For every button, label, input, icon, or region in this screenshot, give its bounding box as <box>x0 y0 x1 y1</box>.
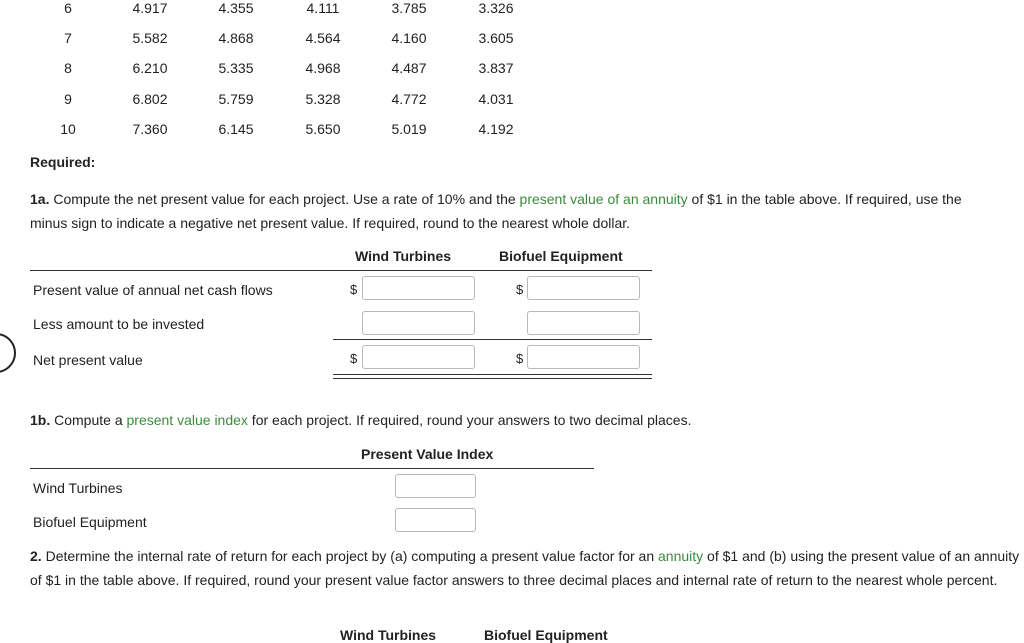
factor-cell: 4.487 <box>391 60 427 76</box>
dollar-sign: $ <box>516 351 524 366</box>
question-2-text <box>30 544 1020 592</box>
factor-cell: 4.564 <box>305 30 341 46</box>
column-header-wind: Wind Turbines <box>340 627 437 643</box>
biofuel-npv-input[interactable] <box>527 345 640 369</box>
factor-cell: 5.759 <box>218 91 254 107</box>
factor-cell: 5.650 <box>305 121 341 137</box>
factor-cell: 6.145 <box>218 121 254 137</box>
question-text: Determine the internal rate of return for each project by (a) computing a present value factor for an <box>41 548 659 564</box>
dollar-sign: $ <box>350 282 358 297</box>
biofuel-pv-index-input[interactable] <box>395 508 476 532</box>
factor-cell: 3.837 <box>478 60 514 76</box>
period-cell: 8 <box>64 60 72 76</box>
factor-cell: 3.785 <box>391 0 427 16</box>
factor-cell: 4.917 <box>132 0 168 16</box>
dollar-sign: $ <box>516 282 524 297</box>
factor-cell: 4.968 <box>305 60 341 76</box>
row-label-amount-invested: Less amount to be invested <box>33 316 205 332</box>
factor-cell: 4.111 <box>306 0 340 16</box>
period-cell: 10 <box>60 121 76 137</box>
question-number: 1b. <box>30 412 51 428</box>
biofuel-amount-invested-input[interactable] <box>527 311 640 335</box>
row-label-pv-cash-flows: Present value of annual net cash flows <box>33 282 273 298</box>
factor-cell: 6.802 <box>132 91 168 107</box>
column-header-pv-index: Present Value Index <box>361 446 494 462</box>
column-header-biofuel: Biofuel Equipment <box>499 248 623 264</box>
question-1b-text <box>30 408 990 432</box>
factor-cell: 6.210 <box>132 60 168 76</box>
annuity-link[interactable]: annuity <box>658 548 704 564</box>
required-heading: Required: <box>30 154 96 170</box>
total-double-rule <box>333 374 652 379</box>
question-text: of $1 and (b) using the present value of an annuity of $1 in the table above. If required, round your present value factor answers to three decimal places and internal rate of return to the nearest whole percent. <box>30 548 1020 588</box>
factor-cell: 5.328 <box>305 91 341 107</box>
factor-cell: 4.772 <box>391 91 427 107</box>
column-header-wind: Wind Turbines <box>355 248 452 264</box>
header-rule <box>30 270 652 271</box>
factor-cell: 4.192 <box>478 121 514 137</box>
question-text: of $1 in the table above. If required, use the minus sign to indicate a negative net present value. If required, round to the nearest whole dollar. <box>30 191 962 231</box>
wind-pv-index-input[interactable] <box>395 474 476 498</box>
period-cell: 7 <box>64 30 72 46</box>
question-number: 1a. <box>30 191 50 207</box>
pv-index-link[interactable]: present value index <box>126 412 248 428</box>
question-1a-text <box>30 187 990 235</box>
subtotal-rule <box>333 339 652 340</box>
dollar-sign: $ <box>350 351 358 366</box>
question-text: Compute a <box>50 412 127 428</box>
factor-cell: 3.605 <box>478 30 514 46</box>
factor-cell: 7.360 <box>132 121 168 137</box>
row-label-net-present-value: Net present value <box>33 352 143 368</box>
biofuel-pv-cash-flows-input[interactable] <box>527 276 640 300</box>
factor-cell: 4.031 <box>478 91 514 107</box>
question-number: 2. <box>30 548 42 564</box>
period-cell: 6 <box>64 0 72 16</box>
pv-annuity-link[interactable]: present value of an annuity <box>519 191 688 207</box>
question-text: Compute the net present value for each project. Use a rate of 10% and the <box>49 191 520 207</box>
column-header-biofuel: Biofuel Equipment <box>484 627 608 643</box>
row-label-biofuel-equipment: Biofuel Equipment <box>33 514 147 530</box>
factor-cell: 5.019 <box>391 121 427 137</box>
wind-pv-cash-flows-input[interactable] <box>362 276 475 300</box>
period-cell: 9 <box>64 91 72 107</box>
factor-cell: 5.335 <box>218 60 254 76</box>
factor-cell: 3.326 <box>478 0 514 16</box>
row-label-wind-turbines: Wind Turbines <box>33 480 123 496</box>
wind-amount-invested-input[interactable] <box>362 311 475 335</box>
factor-cell: 4.160 <box>391 30 427 46</box>
factor-cell: 5.582 <box>132 30 168 46</box>
question-text: for each project. If required, round your answers to two decimal places. <box>247 412 692 428</box>
circle-indicator-icon <box>0 333 16 373</box>
factor-cell: 4.355 <box>218 0 254 16</box>
header-rule <box>30 468 594 469</box>
factor-cell: 4.868 <box>218 30 254 46</box>
wind-npv-input[interactable] <box>362 345 475 369</box>
